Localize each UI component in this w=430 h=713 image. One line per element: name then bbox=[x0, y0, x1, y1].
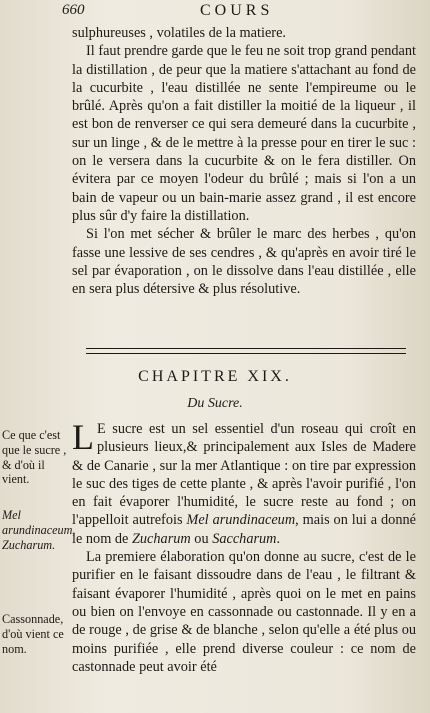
paragraph-4: L E sucre est un sel essentiel d'un roseau qui croît en plusieurs lieux,& principalement aux Isles de Madere & de Canarie , sur la mer Atlantique : on tire par expression le suc des tiges de cette plante , & après l'avoir purifié , l'on en fait évaporer l'humidité, le sucre reste au fond ; on l'appelloit autrefois Mel arundinaceum, mais on lui a donné le nom de Zucharum ou Saccharum. bbox=[72, 417, 416, 547]
page-number: 660 bbox=[62, 2, 85, 18]
paragraph-3: Si l'on met sécher & brûler le marc des herbes , qu'on fasse une lessive de ses cendres , & qu'après en avoir tiré le sel par évaporation , on le dissolve dans l'eau distillée , elle en sera plus détersive & plus résolutive. bbox=[72, 226, 416, 298]
paragraph-1: sulphureuses , volatiles de la matiere. bbox=[72, 25, 286, 41]
drop-cap: L bbox=[72, 417, 94, 457]
text-block-top bbox=[72, 24, 416, 298]
paragraph-2: Il faut prendre garde que le feu ne soit trop grand pendant la distillation , de peur que la matiere s'attachant au fond de la cucurbite , l'eau distillée ne sente l'empireume ou le brûlé. Après qu'on a fait distiller la moitié de la liqueur , il est bon de renverser ce qui sera demeuré dans la cucurbite , sur un linge , & de le mettre à la presse pour en tirer le suc : on le versera dans la cucurbite & on le fera distiller. On évitera par ce moyen l'odeur du brûlé ; mais si l'on a un bain de vapeur ou un bain-marie assez grand , il est encore plus sûr d'y faire la distillation. bbox=[72, 43, 416, 224]
paragraph-5: La premiere élaboration qu'on donne au sucre, c'est de le purifier en le faisant dissoudre dans de l'eau , le filtrant & faisant évaporer l'humidité , après quoi on le met en pains ou bien on l'envoye en cassonnade ou castonnade. Il y en a de rouge , de grise & de blanche , selon qu'elle a été plus ou moins purifiée , elle prend diverse couleur : ce nom de castonnade peut avoir été bbox=[72, 549, 416, 675]
running-header bbox=[0, 2, 430, 20]
running-title: COURS bbox=[200, 2, 274, 19]
chapter-subtitle: Du Sucre. bbox=[187, 396, 243, 411]
margin-note-2: Mel arundinaceum, Zucharum. bbox=[2, 508, 76, 552]
margin-note-1: Ce que c'est que le sucre , & d'où il vient. bbox=[2, 428, 67, 487]
section-divider bbox=[86, 348, 406, 354]
margin-note-3: Cassonnade, d'où vient ce nom. bbox=[2, 612, 64, 656]
text-block-bottom bbox=[72, 417, 416, 676]
chapter-heading: CHAPITRE XIX. bbox=[138, 368, 292, 385]
